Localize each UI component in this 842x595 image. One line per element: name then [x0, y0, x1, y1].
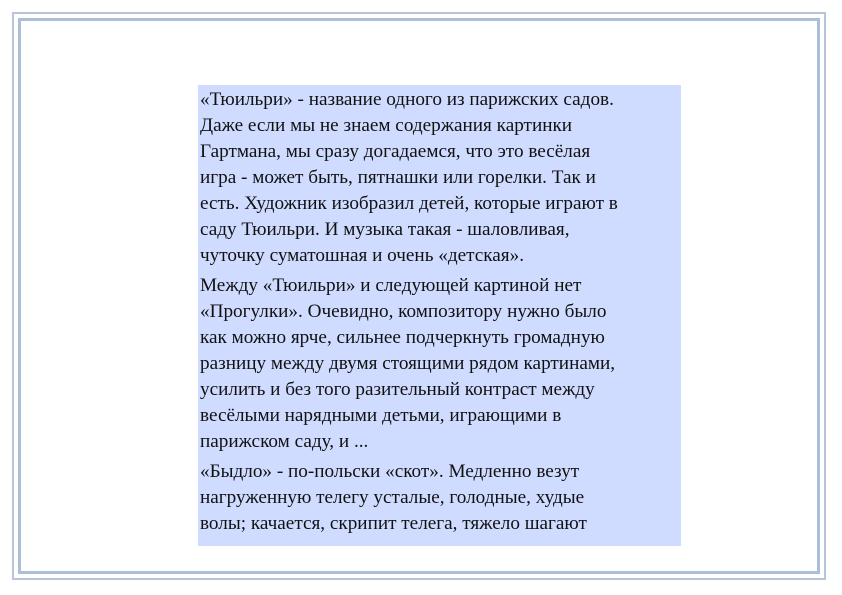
text-line: есть. Художник изобразил детей, которые играют в [200, 193, 618, 214]
text-line: чуточку суматошная и очень «детская». [200, 245, 525, 266]
text-line: как можно ярче, сильнее подчеркнуть громадную [200, 327, 605, 348]
text-line: игра - может быть, пятнашки или горелки. Так и [200, 167, 596, 188]
paragraph-bydlo [200, 459, 681, 537]
text-line: волы; качается, скрипит телега, тяжело шагают [200, 513, 587, 534]
text-box [198, 85, 681, 546]
text-line: весёлыми нарядными детьми, играющими в [200, 405, 562, 426]
text-line: Гартмана, мы сразу догадаемся, что это весёлая [200, 141, 591, 162]
text-line: «Быдло» - по-польски «скот». Медленно везут [200, 461, 580, 482]
text-line: «Прогулки». Очевидно, композитору нужно было [200, 301, 607, 322]
text-line: разницу между двумя стоящими рядом картинами, [200, 353, 616, 374]
text-line: усилить и без того разительный контраст между [200, 379, 595, 400]
text-line: Даже если мы не знаем содержания картинки [200, 115, 573, 136]
paragraph-promenade [200, 273, 681, 455]
text-line: саду Тюильри. И музыка такая - шаловливая, [200, 219, 570, 240]
text-line: нагруженную телегу усталые, голодные, худые [200, 487, 585, 508]
paragraph-tuileries [200, 87, 681, 269]
text-line: Между «Тюильри» и следующей картиной нет [200, 275, 582, 296]
text-line: парижском саду, и ... [200, 431, 369, 452]
text-line: «Тюильри» - название одного из парижских садов. [200, 89, 614, 110]
